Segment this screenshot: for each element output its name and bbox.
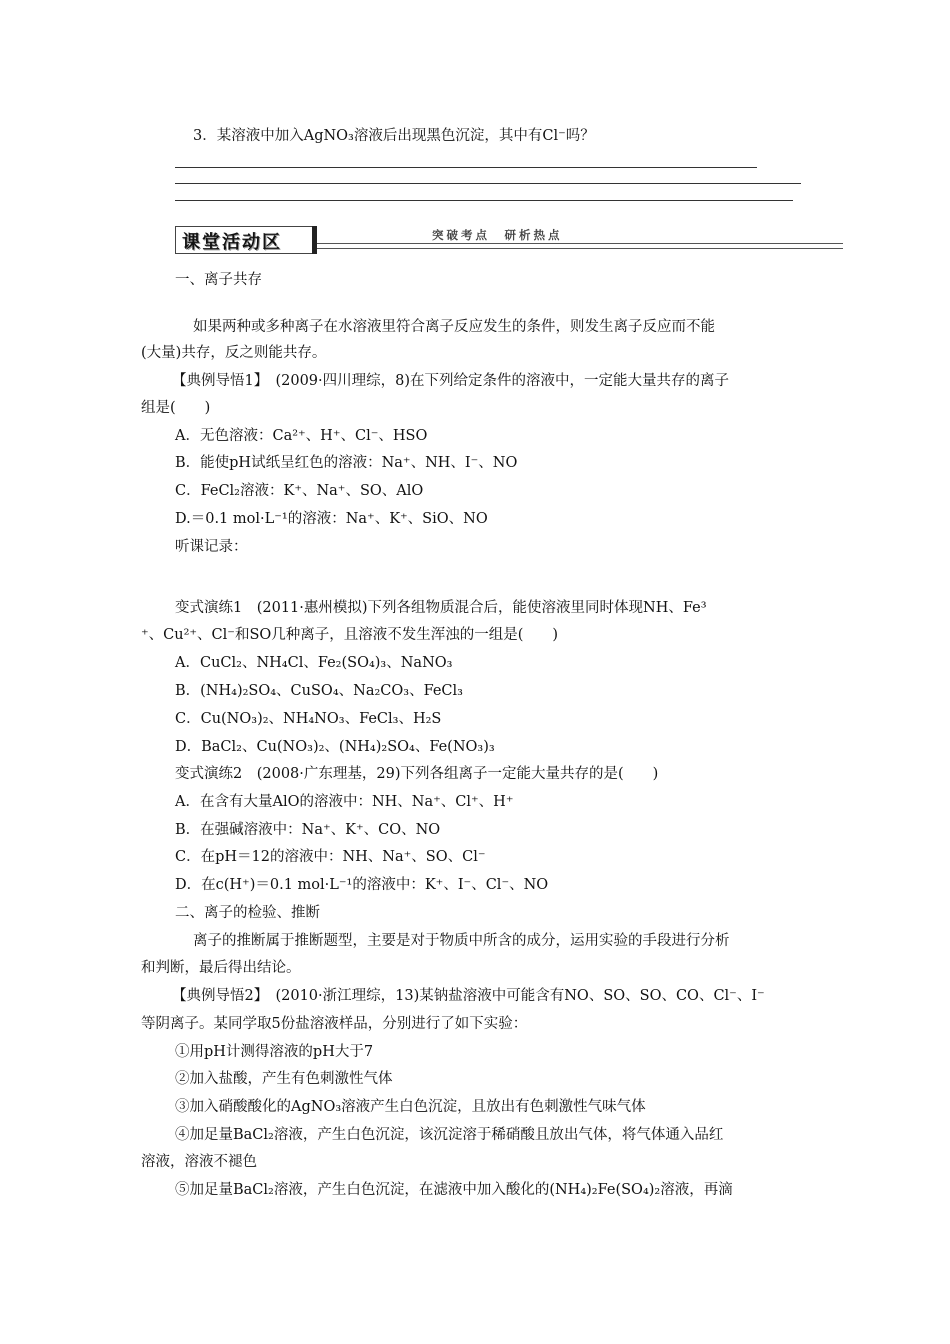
banner-line: [317, 243, 843, 249]
answer-line-2: [175, 183, 801, 184]
notes-label: 听课记录：: [175, 539, 248, 555]
example-1-option-b: B．能使pH试纸呈红色的溶液：Na⁺、NH、I⁻、NO: [175, 455, 518, 471]
example-2-step-2: ②加入盐酸，产生有色刺激性气体: [175, 1071, 393, 1087]
variant-1-line-2: ⁺、Cu²⁺、Cl⁻和SO几种离子，且溶液不发生浑浊的一组是( ): [141, 627, 559, 643]
variant-2-option-c: C．在pH＝12的溶液中：NH、Na⁺、SO、Cl⁻: [175, 849, 486, 865]
variant-1-option-c: C．Cu(NO₃)₂、NH₄NO₃、FeCl₃、H₂S: [175, 711, 442, 727]
section-2-para-line-2: 和判断，最后得出结论。: [141, 960, 301, 976]
example-2-line-1: 【典例导悟2】 (2010·浙江理综，13)某钠盐溶液中可能含有NO、SO、SO、CO、Cl⁻、I⁻: [172, 988, 765, 1004]
variant-2-option-d: D．在c(H⁺)＝0.1 mol·L⁻¹的溶液中：K⁺、I⁻、Cl⁻、NO: [175, 877, 549, 893]
example-1-option-c: C．FeCl₂溶液：K⁺、Na⁺、SO、AlO: [175, 483, 424, 499]
example-2-step-1: ①用pH计测得溶液的pH大于7: [175, 1044, 374, 1060]
section-1-para-line-1: 如果两种或多种离子在水溶液里符合离子反应发生的条件，则发生离子反应而不能: [193, 319, 715, 335]
banner-bar: [312, 226, 317, 254]
example-1-option-a: A．无色溶液：Ca²⁺、H⁺、Cl⁻、HSO: [175, 428, 428, 444]
section-2-title: 二、离子的检验、推断: [175, 905, 320, 921]
section-banner: [175, 226, 843, 254]
section-1-para-line-2: (大量)共存，反之则能共存。: [141, 345, 327, 361]
example-2-step-4-line-1: ④加足量BaCl₂溶液，产生白色沉淀，该沉淀溶于稀硝酸且放出气体，将气体通入品红: [175, 1127, 724, 1143]
variant-1-line-1: 变式演练1 (2011·惠州模拟)下列各组物质混合后，能使溶液里同时体现NH、Fe³: [175, 600, 707, 616]
variant-2-option-a: A．在含有大量AlO的溶液中：NH、Na⁺、Cl⁺、H⁺: [175, 794, 514, 810]
variant-2-line-1: 变式演练2 (2008·广东理基，29)下列各组离子一定能大量共存的是( ): [175, 766, 659, 782]
example-2-step-5: ⑤加足量BaCl₂溶液，产生白色沉淀，在滤液中加入酸化的(NH₄)₂Fe(SO₄)₂溶液，再滴: [175, 1182, 733, 1198]
banner-subtitle: 突破考点 研析热点: [432, 228, 563, 242]
example-1-line-2: 组是( ): [141, 400, 211, 416]
answer-line-3: [175, 200, 793, 201]
example-2-step-3: ③加入硝酸酸化的AgNO₃溶液产生白色沉淀，且放出有色刺激性气味气体: [175, 1099, 646, 1115]
banner-title: 课堂活动区: [182, 232, 282, 253]
variant-1-option-b: B．(NH₄)₂SO₄、CuSO₄、Na₂CO₃、FeCl₃: [175, 683, 463, 699]
variant-2-option-b: B．在强碱溶液中：Na⁺、K⁺、CO、NO: [175, 822, 441, 838]
answer-line-1: [175, 167, 757, 168]
example-1-line-1: 【典例导悟1】 (2009·四川理综，8)在下列给定条件的溶液中，一定能大量共存的离子: [172, 373, 730, 389]
example-2-line-2: 等阴离子。某同学取5份盐溶液样品，分别进行了如下实验：: [141, 1016, 528, 1032]
section-2-para-line-1: 离子的推断属于推断题型，主要是对于物质中所含的成分，运用实验的手段进行分析: [193, 933, 730, 949]
banner-box: [175, 226, 313, 254]
variant-1-option-d: D．BaCl₂、Cu(NO₃)₂、(NH₄)₂SO₄、Fe(NO₃)₃: [175, 739, 495, 755]
question-3: 3．某溶液中加入AgNO₃溶液后出现黑色沉淀，其中有Cl⁻吗？: [193, 128, 595, 144]
example-1-option-d: D.＝0.1 mol·L⁻¹的溶液：Na⁺、K⁺、SiO、NO: [175, 511, 488, 527]
section-1-title: 一、离子共存: [175, 272, 262, 288]
example-2-step-4-line-2: 溶液，溶液不褪色: [141, 1154, 257, 1170]
variant-1-option-a: A．CuCl₂、NH₄Cl、Fe₂(SO₄)₃、NaNO₃: [175, 655, 453, 671]
